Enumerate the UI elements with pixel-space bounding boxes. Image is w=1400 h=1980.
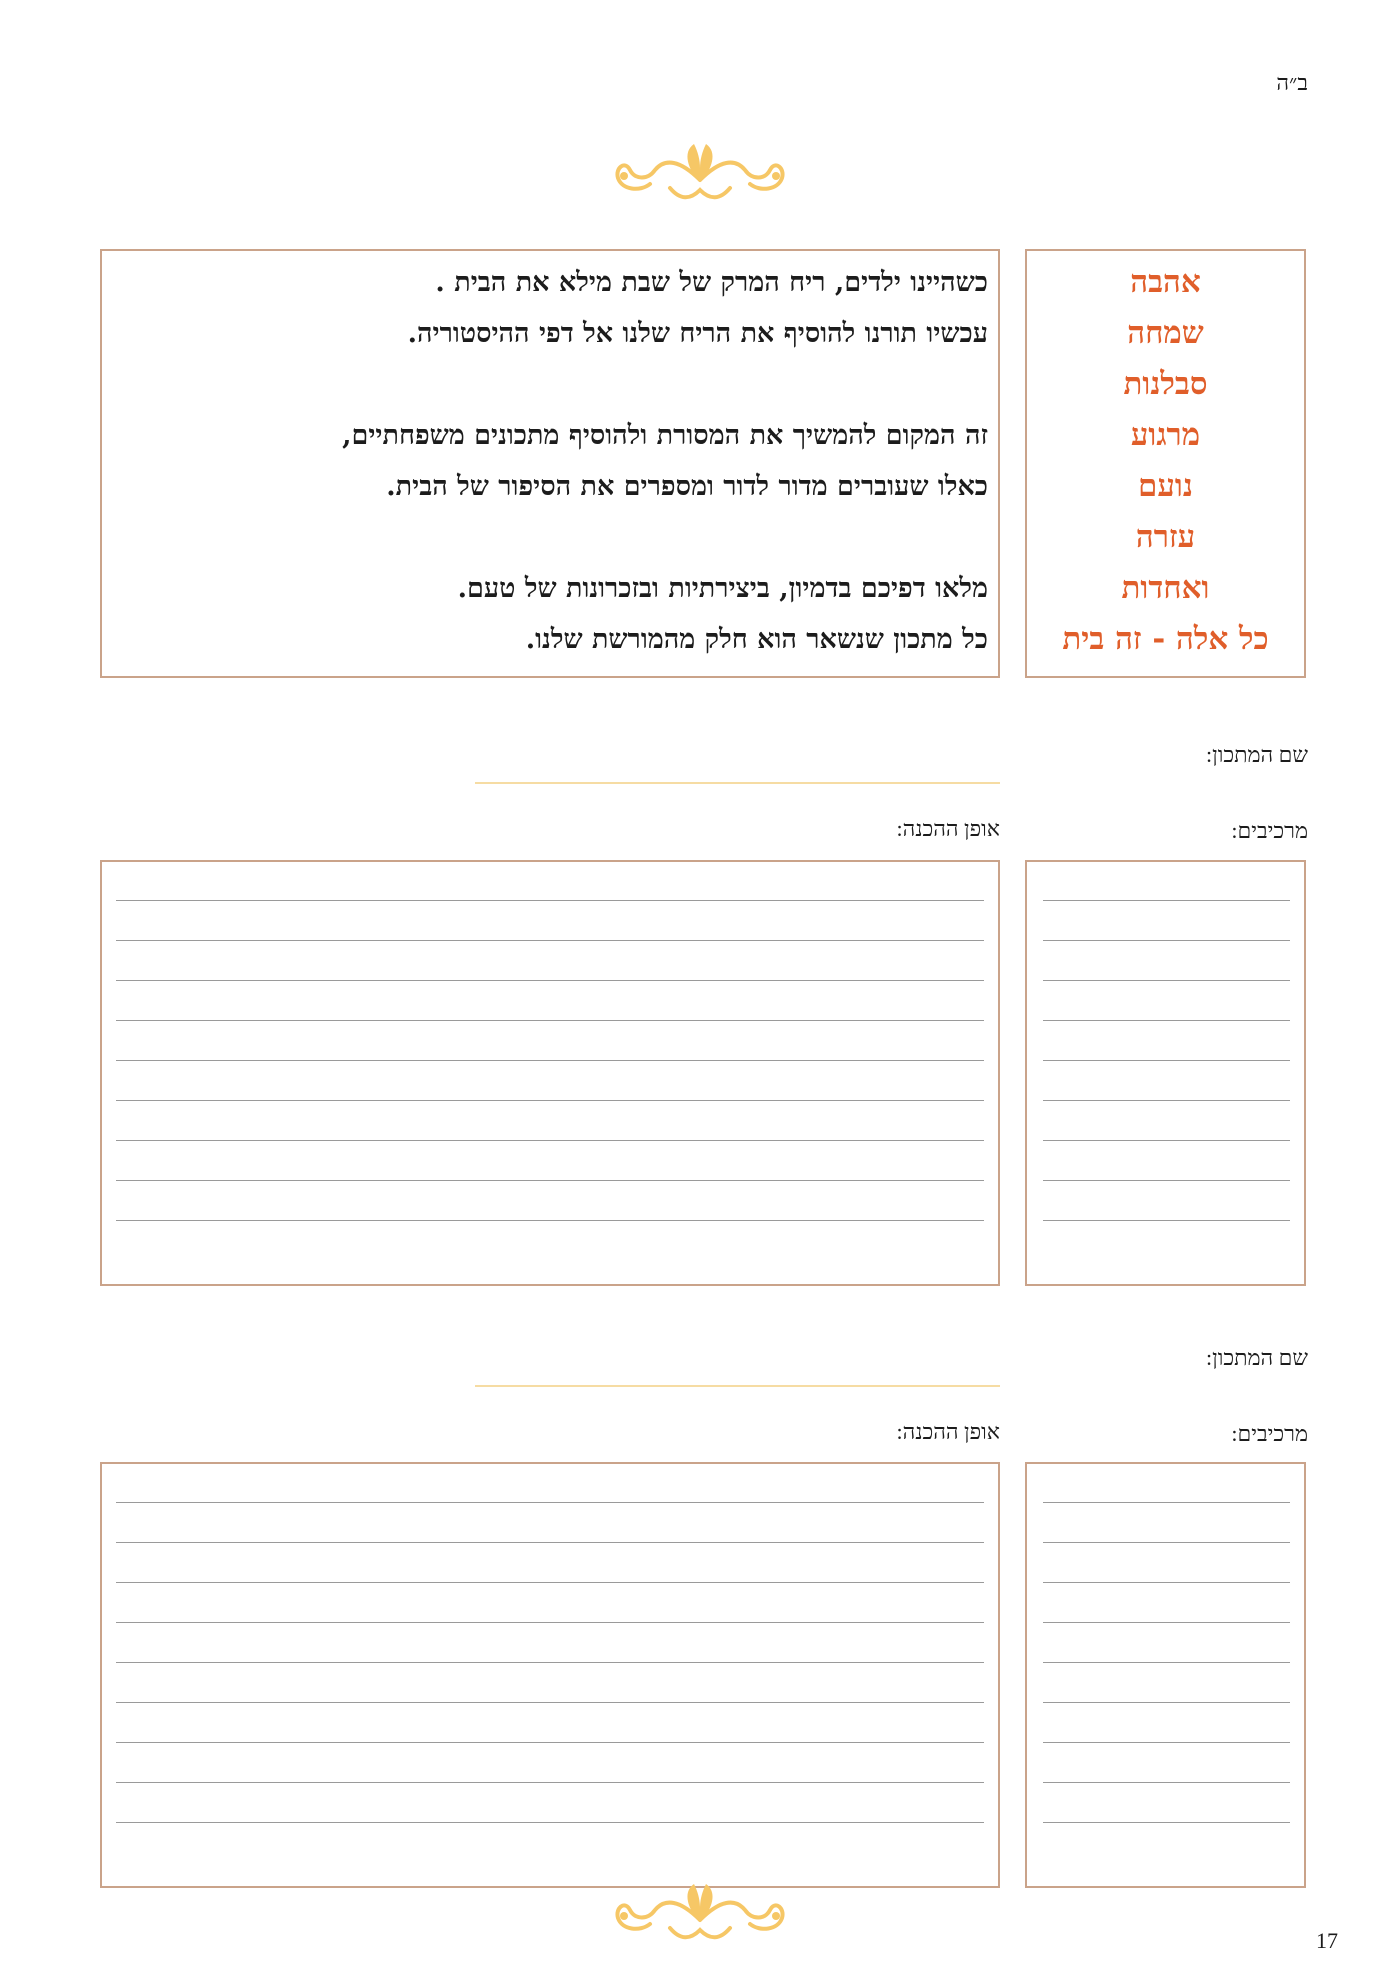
intro-line: עכשיו תורנו להוסיף את הריח שלנו אל דפי ההיסטוריה. xyxy=(407,318,988,349)
writing-line xyxy=(116,1020,984,1021)
recipe-name-label: שם המתכון: xyxy=(1205,742,1308,767)
bottom-ornament-icon xyxy=(610,1880,790,1950)
writing-line xyxy=(116,1140,984,1141)
writing-line xyxy=(1043,1622,1290,1623)
writing-line xyxy=(1043,1060,1290,1061)
method-label: אופן ההכנה: xyxy=(896,816,1000,841)
ingredients-writing-box[interactable] xyxy=(1025,1462,1306,1888)
intro-line-blank xyxy=(114,359,988,410)
writing-line xyxy=(116,980,984,981)
value-word: סבלנות xyxy=(1123,366,1208,402)
ingredients-label: מרכיבים: xyxy=(1231,1421,1308,1446)
writing-line xyxy=(1043,1140,1290,1141)
value-word: מרגוע xyxy=(1130,417,1201,453)
top-ornament-icon xyxy=(610,140,790,210)
intro-line: כאלו שעוברים מדור לדור ומספרים את הסיפור של הבית. xyxy=(386,471,988,502)
ingredients-label: מרכיבים: xyxy=(1231,818,1308,843)
writing-line xyxy=(1043,1020,1290,1021)
writing-line xyxy=(116,1060,984,1061)
writing-line xyxy=(116,1502,984,1503)
writing-line xyxy=(116,1622,984,1623)
writing-line xyxy=(1043,1502,1290,1503)
writing-line xyxy=(116,1822,984,1823)
method-writing-box[interactable] xyxy=(100,860,1000,1286)
method-label: אופן ההכנה: xyxy=(896,1419,1000,1444)
writing-line xyxy=(116,1662,984,1663)
writing-line xyxy=(1043,1782,1290,1783)
page-header-mark: ב״ה xyxy=(1276,70,1308,95)
writing-line xyxy=(1043,1822,1290,1823)
intro-line: כל מתכון שנשאר הוא חלק מהמורשת שלנו. xyxy=(525,624,988,655)
value-word: ואחדות xyxy=(1121,570,1210,606)
writing-line xyxy=(116,940,984,941)
value-word: שמחה xyxy=(1127,315,1204,351)
values-word-box xyxy=(1025,249,1306,678)
intro-line: כשהיינו ילדים, ריח המרק של שבת מילא את הבית . xyxy=(435,267,988,298)
writing-line xyxy=(116,1742,984,1743)
writing-line xyxy=(1043,1180,1290,1181)
writing-line xyxy=(1043,900,1290,901)
writing-line xyxy=(116,1100,984,1101)
intro-line: זה המקום להמשיך את המסורת ולהוסיף מתכונים משפחתיים, xyxy=(342,420,988,451)
writing-line xyxy=(1043,1662,1290,1663)
writing-line xyxy=(1043,1702,1290,1703)
intro-line-blank xyxy=(114,512,988,563)
writing-line xyxy=(1043,1542,1290,1543)
writing-line xyxy=(116,1542,984,1543)
page-number: 17 xyxy=(1316,1928,1338,1953)
writing-line xyxy=(116,1180,984,1181)
writing-line xyxy=(116,900,984,901)
writing-line xyxy=(116,1582,984,1583)
ingredients-writing-box[interactable] xyxy=(1025,860,1306,1286)
method-writing-box[interactable] xyxy=(100,1462,1000,1888)
writing-line xyxy=(1043,1100,1290,1101)
writing-line xyxy=(116,1220,984,1221)
value-word: עזרה xyxy=(1135,519,1196,555)
writing-line xyxy=(1043,940,1290,941)
recipe-name-field[interactable] xyxy=(475,1385,1000,1387)
writing-line xyxy=(1043,1742,1290,1743)
value-word-summary: כל אלה - זה בית xyxy=(1062,621,1269,657)
writing-line xyxy=(1043,980,1290,981)
intro-text-box xyxy=(100,249,1000,678)
recipe-name-label: שם המתכון: xyxy=(1205,1345,1308,1370)
value-word: נועם xyxy=(1138,468,1193,504)
writing-line xyxy=(1043,1582,1290,1583)
intro-line: מלאו דפיכם בדמיון, ביצירתיות ובזכרונות של טעם. xyxy=(457,573,988,604)
writing-line xyxy=(116,1702,984,1703)
writing-line xyxy=(1043,1220,1290,1221)
value-word: אהבה xyxy=(1130,264,1201,300)
writing-line xyxy=(116,1782,984,1783)
recipe-name-field[interactable] xyxy=(475,782,1000,784)
